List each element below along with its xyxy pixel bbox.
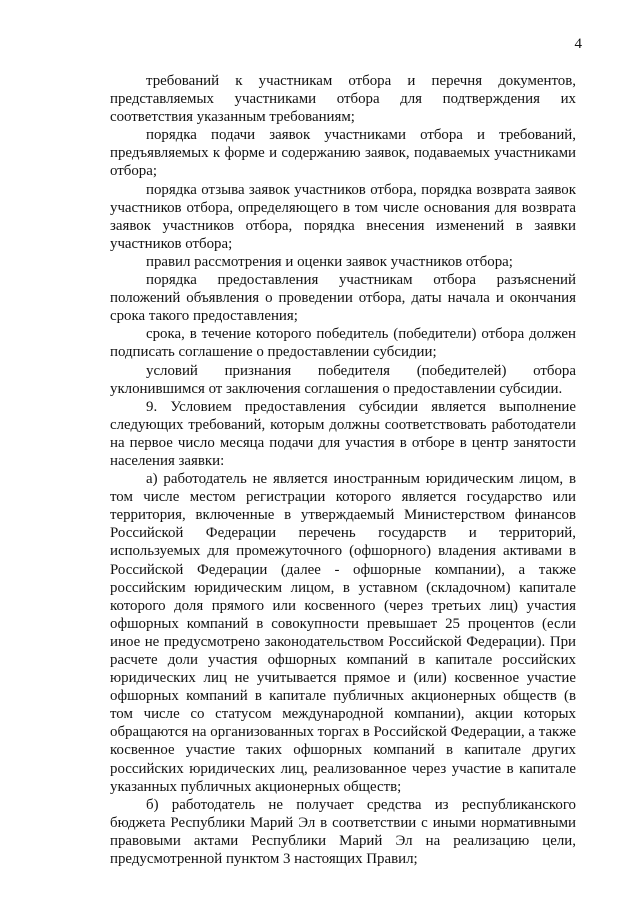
paragraph-evasion-conditions: условий признания победителя (победителей) отбора уклонившимся от заключения соглашения о предоставлении субсидии.	[110, 362, 576, 397]
paragraph-requirements-documents: требований к участникам отбора и перечня документов, представляемых участниками отбора для подтверждения их соответствия указанным требованиям;	[110, 73, 576, 126]
paragraph-clarifications: порядка предоставления участникам отбора разъяснений положений объявления о проведении отбора, даты начала и окончания срока такого предоставления;	[110, 272, 576, 325]
document-body	[110, 72, 576, 868]
paragraph-application-submission: порядка подачи заявок участниками отбора и требований, предъявляемых к форме и содержанию заявок, подаваемых участниками отбора;	[110, 127, 576, 180]
paragraph-clause-9a: а) работодатель не является иностранным юридическим лицом, в том числе местом регистрации которого является государство или территория, включенные в утверждаемый Министерством финансов Российской Федерации перечень государств и территорий, используемых для промежуточного (офшорного) владения активами в Российской Федерации (далее - офшорные компании), а также российским юридическим лицом, в уставном (складочном) капитале которого доля прямого или косвенного (через третьих лиц) участия офшорных компаний в совокупности превышает 25 процентов (если иное не предусмотрено законодательством Российской Федерации). При расчете доли участия офшорных компаний в капитале российских юридических лиц не учитывается прямое и (или) косвенное участие офшорных компаний в капитале публичных акционерных обществ (в том числе со статусом международной компании), акции которых обращаются на организованных торгах в Российской Федерации, а также косвенное участие таких офшорных компаний в капитале других российских юридических лиц, реализованное через участие в капитале указанных публичных акционерных обществ;	[110, 471, 576, 795]
paragraph-clause-9b: б) работодатель не получает средства из республиканского бюджета Республики Марий Эл в соответствии с иными нормативными правовыми актами Республики Марий Эл на реализацию цели, предусмотренной пунктом 3 настоящих Правил;	[110, 796, 576, 868]
paragraph-signing-deadline: срока, в течение которого победитель (победители) отбора должен подписать соглашение о предоставлении субсидии;	[110, 326, 576, 361]
paragraph-application-withdrawal: порядка отзыва заявок участников отбора, порядка возврата заявок участников отбора, определяющего в том числе основания для возврата заявок участников отбора, порядка внесения изменений в заявки участников отбора;	[110, 181, 576, 252]
paragraph-clause-9: 9. Условием предоставления субсидии является выполнение следующих требований, которым должны соответствовать работодатели на первое число месяца подачи для участия в отборе в центр занятости населения заявки:	[110, 398, 576, 469]
paragraph-review-rules: правил рассмотрения и оценки заявок участников отбора;	[146, 253, 513, 270]
page-number: 4	[574, 36, 582, 52]
